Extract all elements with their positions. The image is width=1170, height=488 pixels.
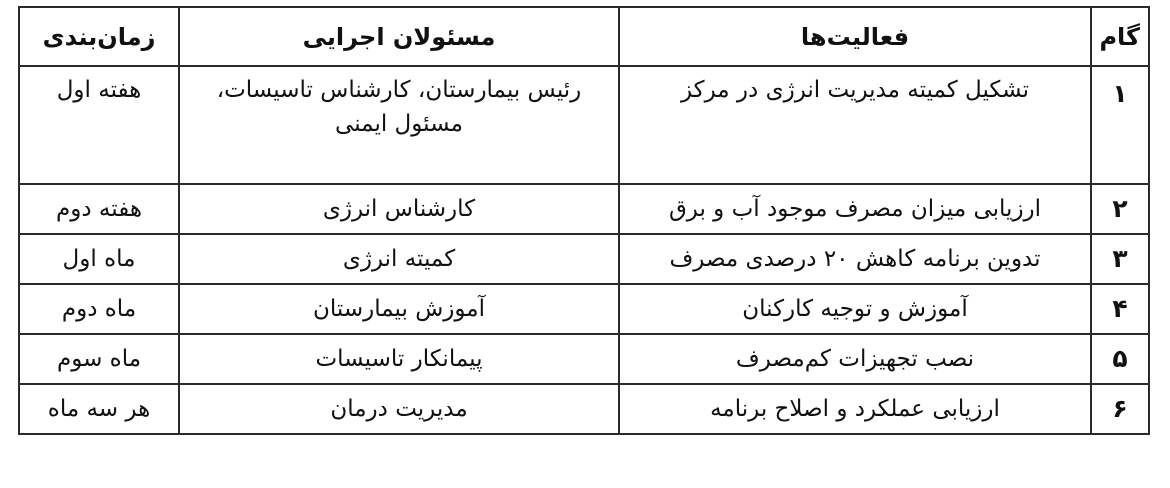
step-number: ۶ xyxy=(1091,384,1149,434)
activity-cell: تشکیل کمیته مدیریت انرژی در مرکز xyxy=(619,66,1091,184)
step-number: ۵ xyxy=(1091,334,1149,384)
timeline-cell: هر سه ماه xyxy=(19,384,179,434)
table-row xyxy=(19,384,1149,434)
responsible-cell: رئیس بیمارستان، کارشناس تاسیسات، مسئول ایمنی xyxy=(179,66,619,184)
plan-table-container xyxy=(18,6,1148,435)
activity-cell: تدوین برنامه کاهش ۲۰ درصدی مصرف xyxy=(619,234,1091,284)
table-header-row xyxy=(19,7,1149,66)
table-row xyxy=(19,184,1149,234)
activity-cell: آموزش و توجیه کارکنان xyxy=(619,284,1091,334)
responsible-cell: کارشناس انرژی xyxy=(179,184,619,234)
header-responsible: مسئولان اجرایی xyxy=(179,7,619,66)
activity-cell: ارزیابی میزان مصرف موجود آب و برق xyxy=(619,184,1091,234)
table-row xyxy=(19,334,1149,384)
step-number: ۳ xyxy=(1091,234,1149,284)
energy-plan-table xyxy=(18,6,1150,435)
step-number: ۱ xyxy=(1091,66,1149,184)
timeline-cell: هفته دوم xyxy=(19,184,179,234)
responsible-cell: کمیته انرژی xyxy=(179,234,619,284)
step-number: ۲ xyxy=(1091,184,1149,234)
responsible-cell: پیمانکار تاسیسات xyxy=(179,334,619,384)
header-activity: فعالیت‌ها xyxy=(619,7,1091,66)
timeline-cell: ماه دوم xyxy=(19,284,179,334)
timeline-cell: هفته اول xyxy=(19,66,179,184)
header-step: گام xyxy=(1091,7,1149,66)
timeline-cell: ماه سوم xyxy=(19,334,179,384)
activity-cell: نصب تجهیزات کم‌مصرف xyxy=(619,334,1091,384)
responsible-cell: مدیریت درمان xyxy=(179,384,619,434)
table-row xyxy=(19,234,1149,284)
step-number: ۴ xyxy=(1091,284,1149,334)
header-timeline: زمان‌بندی xyxy=(19,7,179,66)
activity-cell: ارزیابی عملکرد و اصلاح برنامه xyxy=(619,384,1091,434)
responsible-cell: آموزش بیمارستان xyxy=(179,284,619,334)
table-row xyxy=(19,66,1149,184)
table-row xyxy=(19,284,1149,334)
timeline-cell: ماه اول xyxy=(19,234,179,284)
